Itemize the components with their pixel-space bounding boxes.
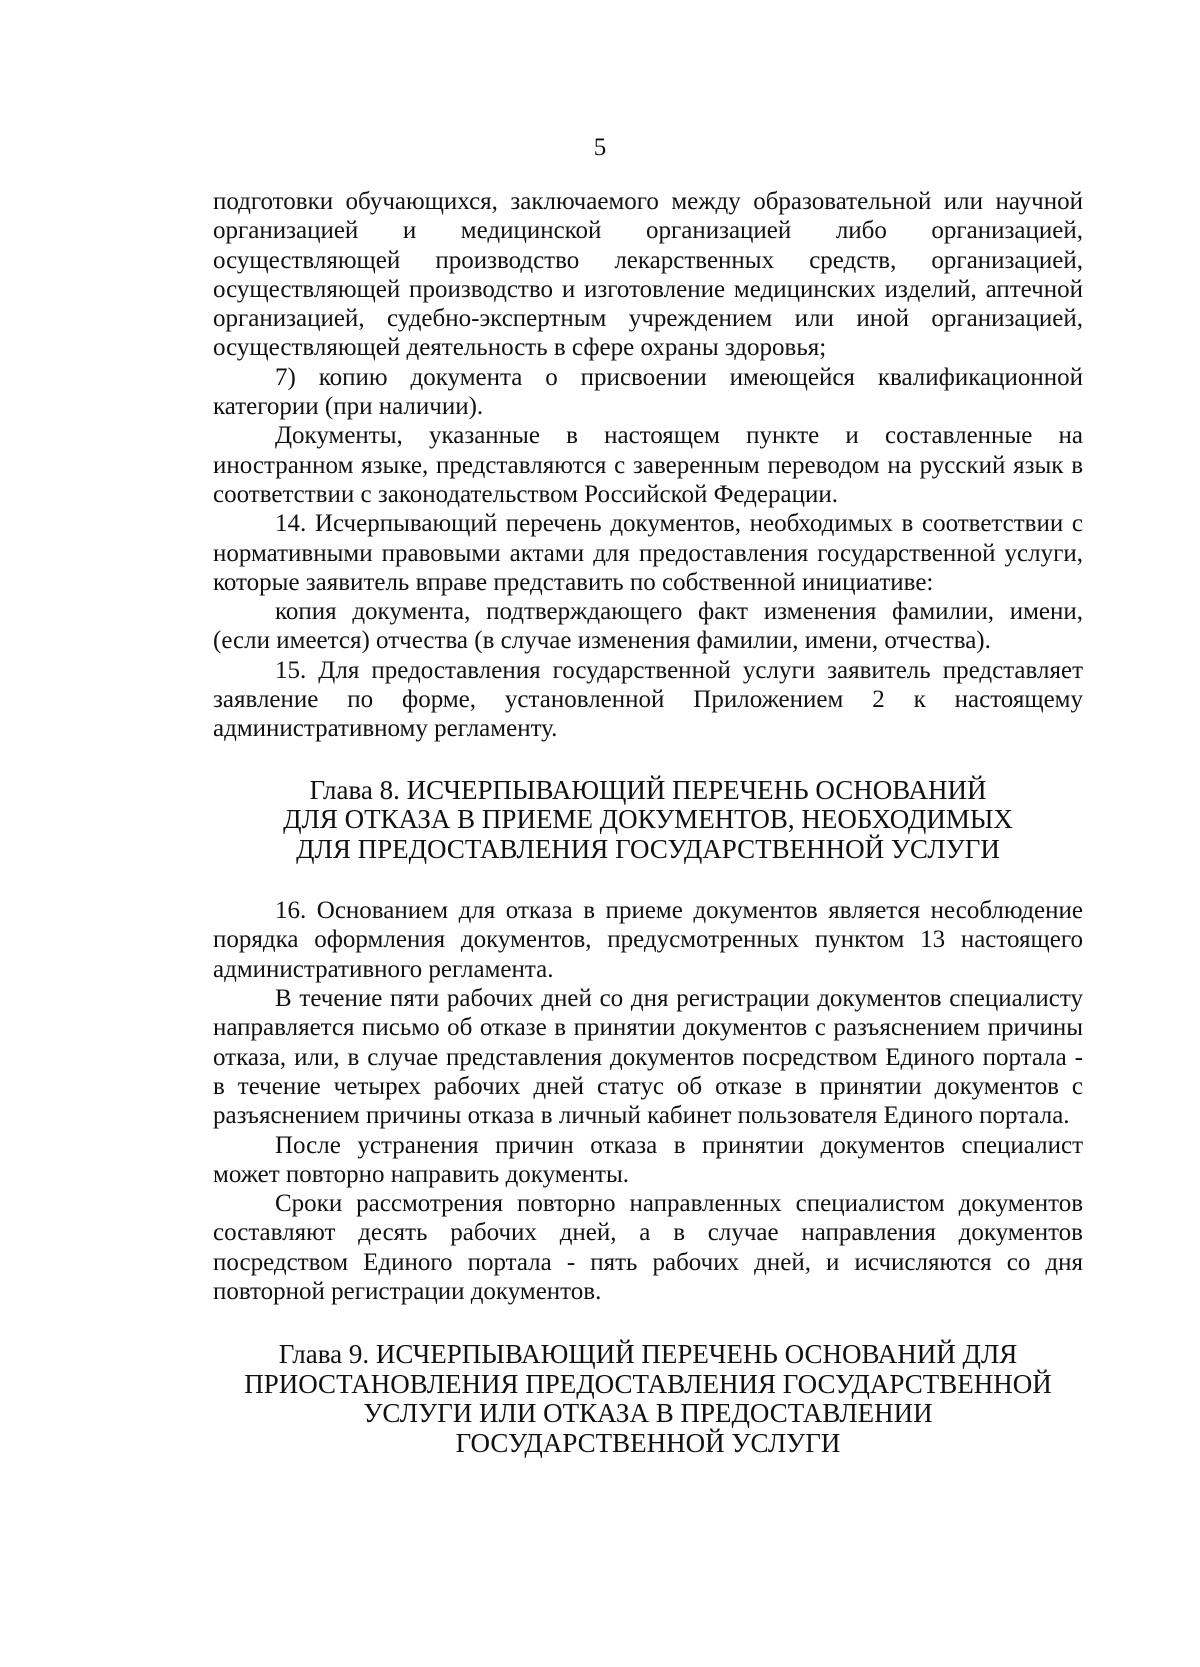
chapter-9-heading-line: Глава 9. ИСЧЕРПЫВАЮЩИЙ ПЕРЕЧЕНЬ ОСНОВАНИЙ ДЛЯ <box>278 1339 1018 1370</box>
paragraph-item-7: 7) копию документа о присвоении имеющейся квалификационной категории (при наличии). <box>213 363 1083 421</box>
paragraph-resubmission: После устранения причин отказа в принятии документов специалист может повторно направить документы. <box>213 1131 1083 1188</box>
paragraph-review-terms: Сроки рассмотрения повторно направленных специалистом документов составляют десять рабочих дней, а в случае направления документов посредством Единого портала - пять рабочих дней, и исчисляются со дня повторной регистрации документов. <box>213 1190 1083 1305</box>
paragraph-continuation: подготовки обучающихся, заключаемого между образовательной или научной организацией и медицинской организацией либо организацией, осуществляющей производство лекарственных средств, организацией, осуществляющей производство и изготовление медицинских изделий, аптечной организацией, судебно-экспертным учреждением или иной организацией, осуществляющей деятельность в сфере охраны здоровья; <box>213 188 1083 362</box>
paragraph-name-change-copy: копия документа, подтверждающего факт изменения фамилии, имени, (если имеется) отчества (в случае изменения фамилии, имени, отчества). <box>213 598 1083 655</box>
paragraph-clause-16: 16. Основанием для отказа в приеме документов является несоблюдение порядка оформления документов, предусмотренных пунктом 13 настоящего административного регламента. <box>213 897 1083 983</box>
paragraph-refusal-notice: В течение пяти рабочих дней со дня регистрации документов специалисту направляется письмо об отказе в принятии документов с разъяснением причины отказа, или, в случае представления документов посредством Единого портала - в течение четырех рабочих дней статус об отказе в принятии документов с разъяснением причины отказа в личный кабинет пользователя Единого портала. <box>213 985 1083 1130</box>
chapter-8-heading <box>213 776 1083 865</box>
paragraph-foreign-documents: Документы, указанные в настоящем пункте и составленные на иностранном языке, представляются с заверенным переводом на русский язык в соответствии с законодательством Российской Федерации. <box>213 422 1083 508</box>
chapter-9-heading-line: ПРИОСТАНОВЛЕНИЯ ПРЕДОСТАВЛЕНИЯ ГОСУДАРСТВЕННОЙ <box>244 1368 1052 1399</box>
document-body <box>213 187 1083 1458</box>
chapter-9-heading-line: ГОСУДАРСТВЕННОЙ УСЛУГИ <box>455 1427 841 1458</box>
chapter-9-heading <box>213 1340 1083 1458</box>
chapter-8-heading-line: ДЛЯ ПРЕДОСТАВЛЕНИЯ ГОСУДАРСТВЕННОЙ УСЛУГИ <box>296 833 1000 864</box>
chapter-9-heading-line: УСЛУГИ ИЛИ ОТКАЗА В ПРЕДОСТАВЛЕНИИ <box>363 1398 933 1429</box>
page-number: 5 <box>593 134 607 161</box>
chapter-8-heading-line: Глава 8. ИСЧЕРПЫВАЮЩИЙ ПЕРЕЧЕНЬ ОСНОВАНИЙ <box>309 774 987 805</box>
chapter-8-heading-line: ДЛЯ ОТКАЗА В ПРИЕМЕ ДОКУМЕНТОВ, НЕОБХОДИМЫХ <box>283 804 1013 835</box>
paragraph-clause-15: 15. Для предоставления государственной услуги заявитель представляет заявление по форме, установленной Приложением 2 к настоящему административному регламенту. <box>213 656 1083 743</box>
paragraph-clause-14: 14. Исчерпывающий перечень документов, необходимых в соответствии с нормативными правовыми актами для предоставления государственной услуги, которые заявитель вправе представить по собственной инициативе: <box>213 510 1083 596</box>
